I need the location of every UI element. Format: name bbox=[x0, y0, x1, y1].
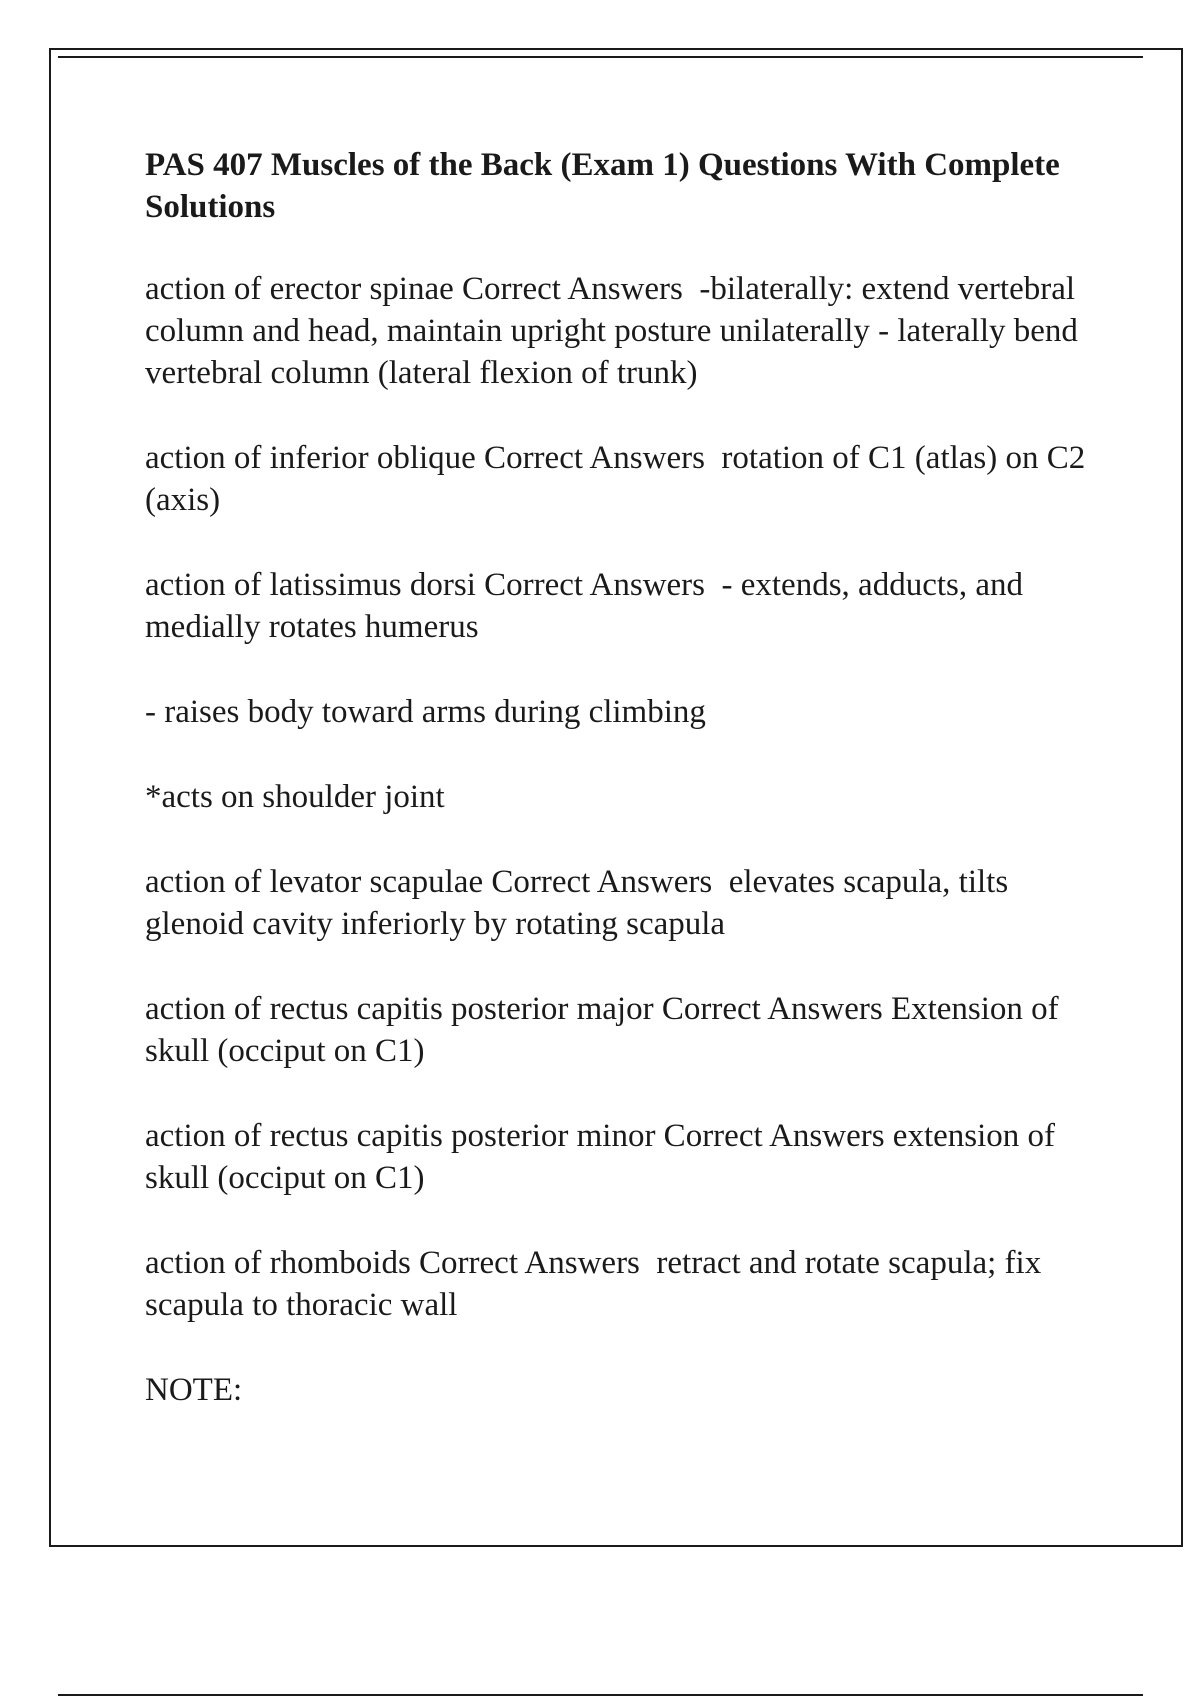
top-divider bbox=[58, 56, 1143, 58]
entry-rectus-capitis-major: action of rectus capitis posterior major Correct Answers Extension of skull (occiput on C1) bbox=[145, 991, 1067, 1069]
entry-inferior-oblique: action of inferior oblique Correct Answers rotation of C1 (atlas) on C2 (axis) bbox=[145, 440, 1094, 518]
entry-erector-spinae: action of erector spinae Correct Answers -bilaterally: extend vertebral column and head, maintain upright posture unilaterally - laterally bend vertebral column (lateral flexion of trunk) bbox=[145, 271, 1087, 391]
document-title: PAS 407 Muscles of the Back (Exam 1) Questions With Complete Solutions bbox=[145, 147, 1060, 225]
note-label: NOTE: bbox=[145, 1372, 243, 1408]
entry-rectus-capitis-minor: action of rectus capitis posterior minor Correct Answers extension of skull (occiput on C1) bbox=[145, 1118, 1064, 1196]
entry-levator-scapulae: action of levator scapulae Correct Answers elevates scapula, tilts glenoid cavity inferiorly by rotating scapula bbox=[145, 864, 1017, 942]
document-body bbox=[145, 144, 1105, 1454]
bottom-divider bbox=[58, 1694, 1143, 1696]
entry-latissimus-climbing: - raises body toward arms during climbing bbox=[145, 694, 706, 730]
entry-latissimus-dorsi: action of latissimus dorsi Correct Answers - extends, adducts, and medially rotates humerus bbox=[145, 567, 1032, 645]
entry-rhomboids: action of rhomboids Correct Answers retract and rotate scapula; fix scapula to thoracic wall bbox=[145, 1245, 1050, 1323]
entry-latissimus-shoulder: *acts on shoulder joint bbox=[145, 779, 445, 815]
